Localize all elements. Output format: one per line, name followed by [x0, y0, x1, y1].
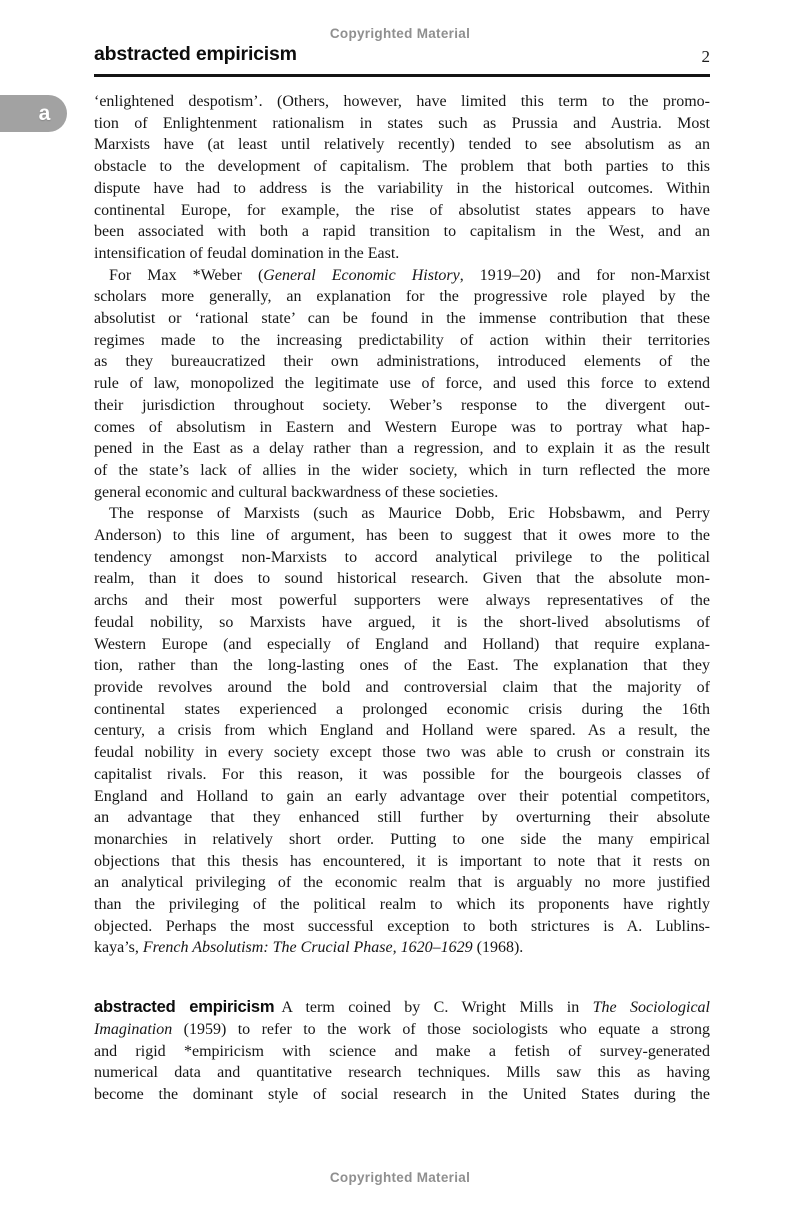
thumb-tab-letter: a: [38, 102, 51, 125]
text-segment: tendency amongst non-Marxists to accord analytical privilege to the political: [94, 548, 710, 566]
text-segment: regimes made to the increasing predictability of action within their territories: [94, 331, 710, 349]
text-line: [94, 91, 710, 113]
paragraph: [94, 503, 710, 959]
text-line: [94, 243, 710, 265]
text-line: [94, 417, 710, 439]
text-segment: Anderson) to this line of argument, has been to suggest that it owes more to the: [94, 527, 710, 545]
text-line: [94, 221, 710, 243]
text-line: [94, 308, 710, 330]
copyright-watermark-bottom: Copyrighted Material: [329, 1170, 471, 1185]
text-line: [94, 460, 710, 482]
text-segment: archs and their most powerful supporters were always representatives of the: [94, 592, 710, 610]
text-segment: become the dominant style of social research in the United States during the: [94, 1085, 710, 1103]
italic-text: General Economic History: [263, 266, 460, 284]
text-line: [94, 547, 710, 569]
text-line: [94, 634, 710, 656]
text-segment: England and Holland to gain an early advantage over their potential competitors,: [94, 787, 710, 805]
text-line: [94, 373, 710, 395]
text-segment: Marxists have (at least until relatively recently) tended to see absolutism as an: [94, 136, 710, 154]
text-segment: monarchies in relatively short order. Putting to one side the many empirical: [94, 830, 710, 848]
paragraph: [94, 265, 710, 504]
text-segment: of the state’s lack of allies in the wider society, which in turn reflected the more: [94, 461, 710, 479]
text-line: [94, 178, 710, 200]
text-segment: comes of absolutism in Eastern and Western Europe was to portray what hap-: [94, 418, 710, 436]
text-line: [94, 482, 710, 504]
text-segment: century, a crisis from which England and Holland were spared. As a result, the: [94, 722, 710, 740]
text-segment: (1959) to refer to the work of those sociologists who equate a strong: [172, 1020, 710, 1038]
text-segment: been associated with both a rapid transition to capitalism in the West, and an: [94, 223, 710, 241]
copyright-watermark-top: Copyrighted Material: [329, 26, 471, 41]
text-line: [94, 612, 710, 634]
text-line: [94, 699, 710, 721]
text-line: [94, 438, 710, 460]
text-segment: continental states experienced a prolonged economic crisis during the 16th: [94, 700, 710, 718]
text-line: [94, 742, 710, 764]
text-line: [94, 807, 710, 829]
text-segment: ‘enlightened despotism’. (Others, however, have limited this term to the promo-: [94, 93, 710, 110]
text-line: [94, 720, 710, 742]
text-line: [94, 1019, 710, 1041]
text-line: [94, 916, 710, 938]
italic-text: The Sociological: [592, 999, 711, 1017]
text-segment: scholars more generally, an explanation for the progressive role played by the: [94, 288, 710, 306]
running-head: abstracted empiricism: [94, 43, 297, 65]
text-line: [94, 525, 710, 547]
text-line: [94, 134, 710, 156]
text-line: [94, 764, 710, 786]
text-line: [94, 655, 710, 677]
text-segment: as they bureaucratized their own administrations, introduced elements of the: [94, 353, 710, 371]
text-segment: Western Europe (and especially of England and Holland) that require explana-: [94, 635, 710, 653]
text-segment: (1968).: [472, 939, 524, 957]
thumb-tab-a: [0, 95, 67, 132]
page-header: [94, 45, 710, 65]
entry-headword: abstracted empiricism: [94, 998, 275, 1017]
page-number: 2: [701, 46, 710, 66]
text-line: [94, 1084, 710, 1106]
text-segment: provide revolves around the bold and controversial claim that the majority of: [94, 678, 710, 696]
text-segment: numerical data and quantitative research techniques. Mills saw this as having: [94, 1064, 710, 1082]
text-segment: an analytical privileging of the economic realm that is arguably no more justified: [94, 874, 710, 892]
text-segment: , 1919–20) and for non-Marxist: [459, 266, 711, 284]
text-line: [94, 156, 710, 178]
text-line: [94, 265, 710, 287]
text-segment: objections that this thesis has encountered, it is important to note that it rests on: [94, 852, 710, 870]
text-line: [94, 113, 710, 135]
text-line: [94, 503, 710, 525]
text-line: [94, 568, 710, 590]
italic-text: French Absolutism: The Crucial Phase, 1620–1629: [142, 939, 473, 957]
text-segment: For Max *Weber (: [109, 266, 264, 284]
text-segment: feudal nobility, so Marxists have argued, it is the short-lived absolutisms of: [94, 613, 710, 631]
text-segment: realm, than it does to sound historical research. Given that the absolute mon-: [94, 570, 710, 588]
text-segment: and rigid *empiricism with science and make a fetish of survey-generated: [94, 1042, 710, 1060]
text-line: [94, 894, 710, 916]
text-line: [94, 829, 710, 851]
text-segment: rule of law, monopolized the legitimate use of force, and used this force to extend: [94, 375, 710, 393]
text-segment: tion, rather than the long-lasting ones of the East. The explanation that they: [94, 657, 710, 675]
text-line: [94, 395, 710, 417]
text-segment: feudal nobility in every society except those two was able to crush or constrain its: [94, 744, 710, 762]
text-segment: absolutist or ‘rational state’ can be found in the immense contribution that these: [94, 310, 710, 328]
text-line: [94, 1041, 710, 1063]
text-segment: continental Europe, for example, the rise of absolutist states appears to have: [94, 201, 710, 219]
text-segment: tion of Enlightenment rationalism in states such as Prussia and Austria. Most: [94, 114, 710, 132]
text-line: [94, 677, 710, 699]
text-segment: capitalist rivals. For this reason, it was possible for the bourgeois classes of: [94, 765, 710, 783]
text-segment: obstacle to the development of capitalism. The problem that both parties to this: [94, 158, 710, 176]
text-line: [94, 351, 710, 373]
text-line: [94, 200, 710, 222]
text-line: [94, 997, 710, 1019]
text-line: [94, 286, 710, 308]
text-line: [94, 786, 710, 808]
entry-text: [94, 91, 710, 1106]
text-line: [94, 937, 710, 959]
text-segment: objected. Perhaps the most successful exception to both strictures is A. Lublins-: [94, 917, 710, 935]
text-segment: intensification of feudal domination in the East.: [94, 244, 400, 262]
text-segment: dispute have had to address is the variability in the historical outcomes. Within: [94, 179, 710, 197]
text-segment: A term coined by C. Wright Mills in: [281, 999, 593, 1017]
text-line: [94, 1062, 710, 1084]
text-segment: general economic and cultural backwardness of these societies.: [94, 483, 499, 501]
text-line: [94, 330, 710, 352]
text-segment: pened in the East as a delay rather than a regression, and to explain it as the result: [94, 440, 710, 458]
header-rule: [94, 74, 710, 77]
italic-text: Imagination: [94, 1020, 173, 1038]
text-line: [94, 851, 710, 873]
paragraph: [94, 91, 710, 265]
text-line: [94, 872, 710, 894]
text-segment: their jurisdiction throughout society. Weber’s response to the divergent out-: [94, 396, 710, 414]
text-segment: kaya’s,: [94, 939, 143, 957]
text-segment: than the privileging of the political realm to which its proponents have rightly: [94, 896, 710, 914]
paragraph: [94, 997, 710, 1106]
text-line: [94, 590, 710, 612]
text-segment: an advantage that they enhanced still further by overturning their absolute: [94, 809, 710, 827]
text-segment: The response of Marxists (such as Maurice Dobb, Eric Hobsbawm, and Perry: [109, 505, 710, 523]
